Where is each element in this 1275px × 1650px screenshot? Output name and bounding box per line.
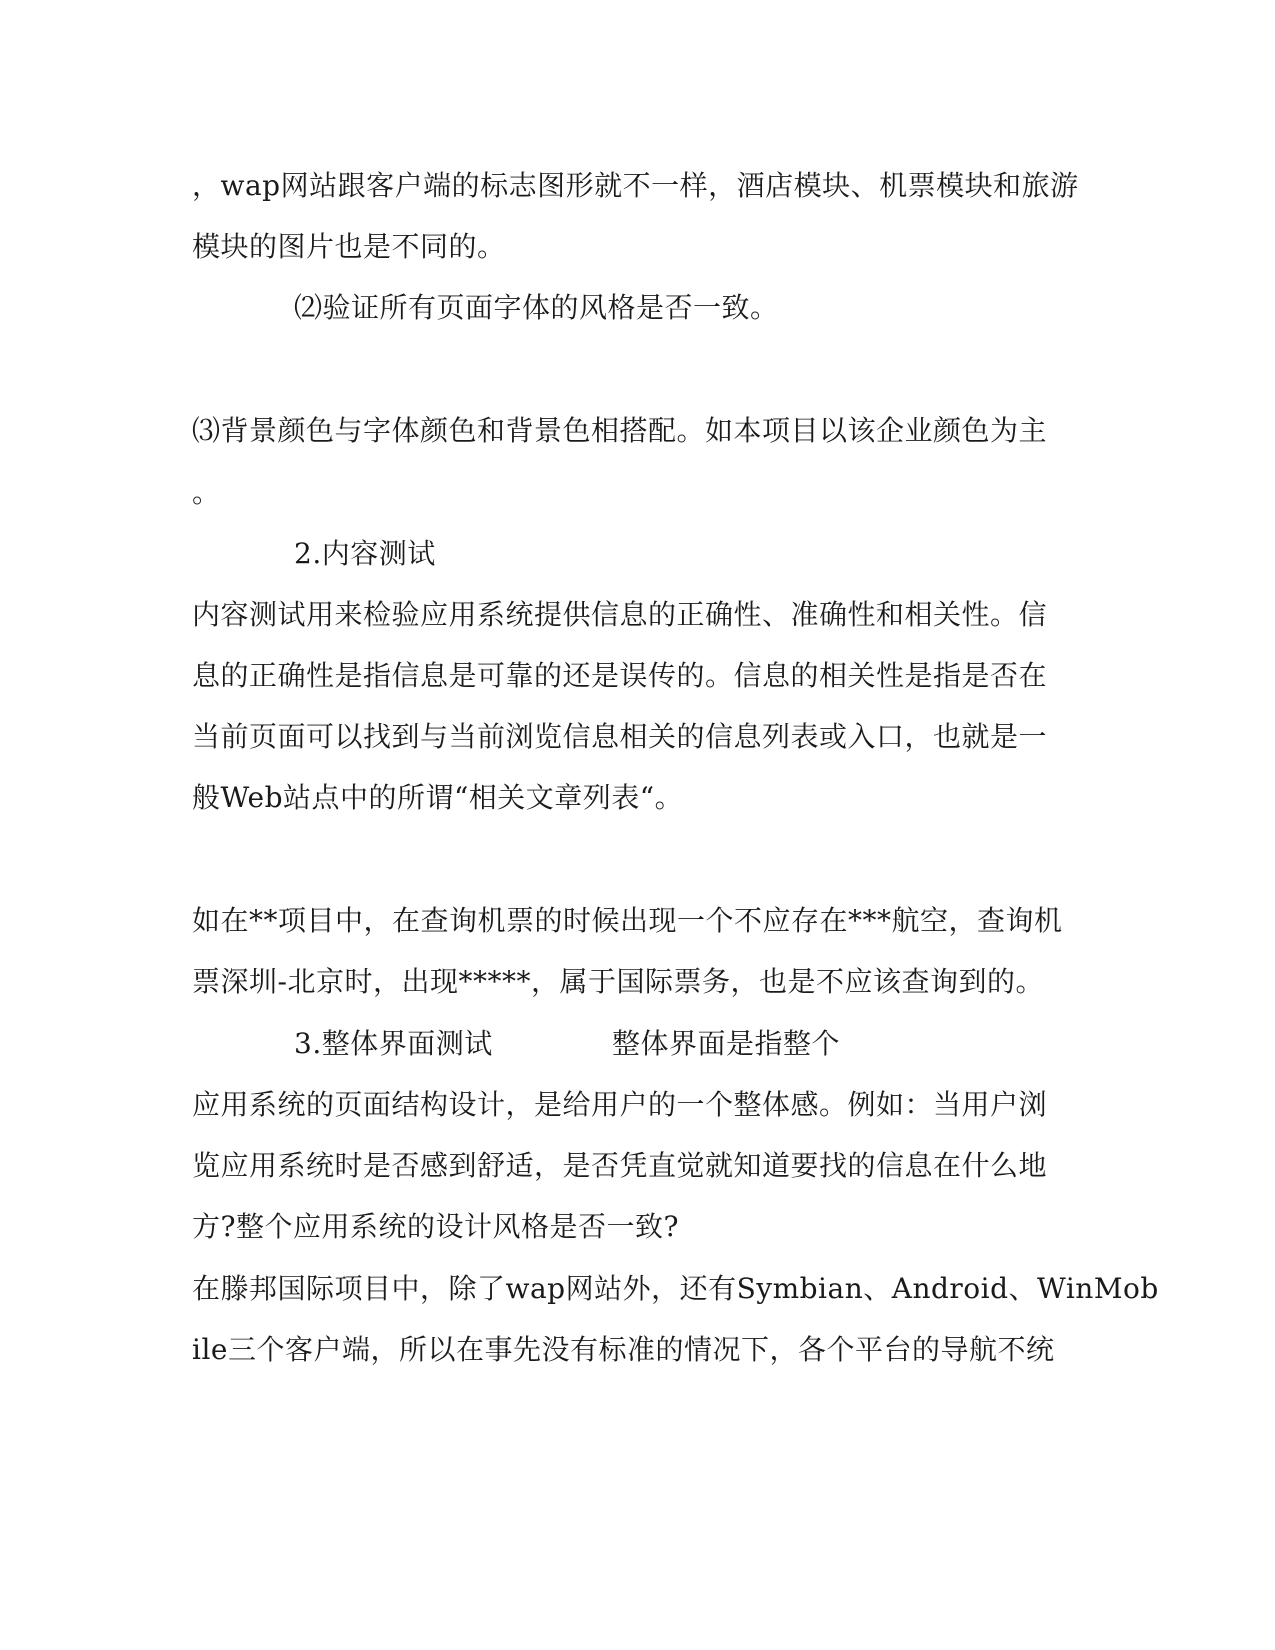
list-item: ⑶背景颜色与字体颜色和背景色相搭配。如本项目以该企业颜色为主 xyxy=(192,414,1048,447)
paragraph-line: 览应用系统时是否感到舒适，是否凭直觉就知道要找的信息在什么地 xyxy=(192,1149,1048,1182)
paragraph-line: 应用系统的页面结构设计，是给用户的一个整体感。例如：当用户浏 xyxy=(192,1088,1048,1121)
section-heading: 3.整体界面测试 xyxy=(294,1027,493,1060)
section-heading: 2.内容测试 xyxy=(294,537,436,570)
paragraph-line: 内容测试用来检验应用系统提供信息的正确性、准确性和相关性。信 xyxy=(192,598,1048,631)
paragraph-line: 。 xyxy=(192,476,221,509)
paragraph-line: ，wap网站跟客户端的标志图形就不一样，酒店模块、机票模块和旅游 xyxy=(192,169,1079,202)
list-item: ⑵验证所有页面字体的风格是否一致。 xyxy=(294,291,779,324)
paragraph-line: 方?整个应用系统的设计风格是否一致? xyxy=(192,1210,680,1243)
paragraph-line: 当前页面可以找到与当前浏览信息相关的信息列表或入口，也就是一 xyxy=(192,720,1048,753)
paragraph-line: 息的正确性是指信息是可靠的还是误传的。信息的相关性是指是否在 xyxy=(192,659,1048,692)
paragraph-line: 票深圳-北京时，出现*****，属于国际票务，也是不应该查询到的。 xyxy=(192,965,1044,998)
paragraph-line: 模块的图片也是不同的。 xyxy=(192,230,506,263)
paragraph-line: 般Web站点中的所谓“相关文章列表“。 xyxy=(192,781,684,814)
paragraph-line: 在滕邦国际项目中，除了wap网站外，还有Symbian、Android、WinMob xyxy=(192,1272,1159,1305)
paragraph-line: 整体界面是指整个 xyxy=(612,1027,841,1060)
paragraph-line: ile三个客户端，所以在事先没有标准的情况下，各个平台的导航不统 xyxy=(192,1333,1055,1366)
paragraph-line: 如在**项目中，在查询机票的时候出现一个不应存在***航空，查询机 xyxy=(192,904,1063,937)
